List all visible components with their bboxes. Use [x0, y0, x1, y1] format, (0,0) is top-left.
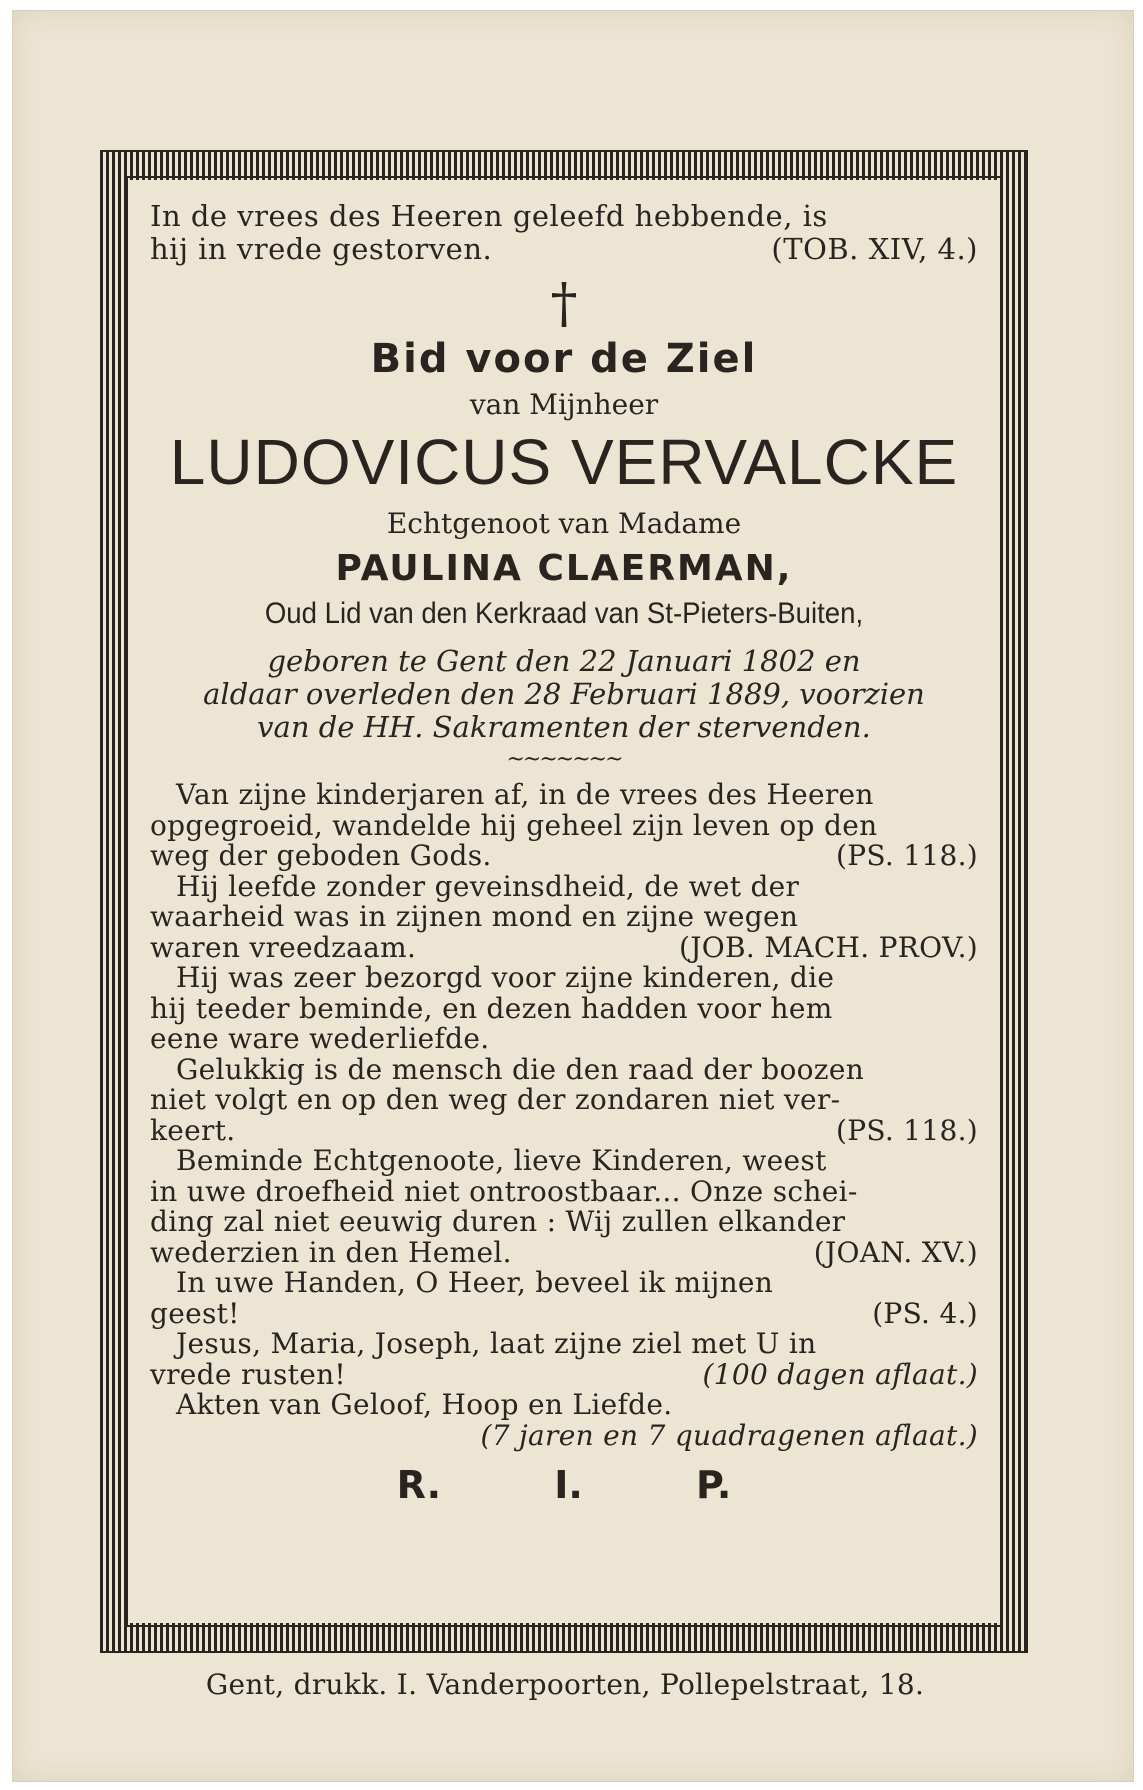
verse-line: [150, 930, 978, 964]
cross-icon: †: [550, 272, 578, 335]
verse-text: Beminde Echtgenoote, lieve Kinderen, weest: [176, 1144, 827, 1177]
verse-line: [150, 1268, 978, 1299]
epigraph-line-1: In de vrees des Heeren geleefd hebbende, is: [150, 199, 828, 233]
verse-line: [150, 1296, 978, 1330]
printer-imprint: Gent, drukk. I. Vanderpoorten, Pollepelstraat, 18.: [205, 1668, 925, 1701]
epigraph: [150, 200, 978, 266]
verse-reference: (PS. 4.): [872, 1296, 978, 1330]
birth-line-3: van de HH. Sakramenten der stervenden.: [257, 710, 871, 744]
verse-reference: (7 jaren en 7 quadragenen aflaat.): [480, 1418, 978, 1452]
verse-text: Hij was zeer bezorgd voor zijne kinderen, die: [176, 961, 835, 994]
role-line: Oud Lid van den Kerkraad van St-Pieters-Buiten,: [264, 597, 864, 630]
verse-text: waarheid was in zijnen mond en zijne wegen: [150, 900, 799, 933]
verse-text: Akten van Geloof, Hoop en Liefde.: [176, 1388, 673, 1421]
verse-line: [150, 1357, 978, 1391]
verse-line: [150, 1235, 978, 1269]
verse-text: wederzien in den Hemel.: [150, 1235, 512, 1269]
spouse-intro: Echtgenoot van Madame: [386, 507, 742, 540]
verse-text: weg der geboden Gods.: [150, 839, 492, 872]
verse-text: niet volgt en op den weg der zondaren niet ver-: [150, 1083, 841, 1116]
verse-line: [150, 1085, 978, 1116]
verse-text: keert.: [150, 1113, 236, 1147]
verse-text: eene ware wederliefde.: [150, 1022, 490, 1055]
van-mijnheer: van Mijnheer: [469, 388, 659, 421]
birth-line-2: aldaar overleden den 28 Februari 1889, voorzien: [203, 677, 925, 711]
verse-text: in uwe droefheid niet ontroostbaar... Onze schei-: [150, 1174, 858, 1208]
verse-line: [150, 841, 978, 872]
verse-reference: (PS. 118.): [835, 1113, 978, 1147]
verse-reference: (JOB. MACH. PROV.): [679, 930, 978, 964]
card-content: [150, 200, 978, 1507]
verse-line: [150, 1113, 978, 1147]
verse-text: Hij leefde zonder geveinsdheid, de wet der: [176, 869, 800, 903]
verse-text: Gelukkig is de mensch die den raad der boozen: [176, 1052, 865, 1086]
verse-reference: (PS. 118.): [835, 839, 978, 872]
verse-text: Van zijne kinderjaren af, in de vrees des Heeren: [176, 778, 874, 811]
verse-line: [150, 902, 978, 933]
verse-line: [150, 780, 978, 811]
birth-line-1: geboren te Gent den 22 Januari 1802 en: [267, 644, 861, 678]
heading: Bid voor de Ziel: [370, 336, 758, 382]
verse-text: vrede rusten!: [150, 1357, 346, 1391]
deceased-name: LUDOVICUS VERVALCKE: [169, 426, 959, 498]
verse-reference: (JOAN. XV.): [813, 1235, 978, 1269]
verse-line: [150, 1146, 978, 1177]
verse-line: [150, 1207, 978, 1238]
verse-line: [150, 869, 978, 903]
verse-text: hij teeder beminde, en dezen hadden voor hem: [150, 991, 833, 1025]
verse-line: [150, 808, 978, 842]
verse-text: In uwe Handen, O Heer, beveel ik mijnen: [176, 1266, 774, 1299]
epigraph-reference: (TOB. XIV, 4.): [771, 232, 978, 266]
verse-text: waren vreedzaam.: [150, 930, 417, 964]
verse-text: Jesus, Maria, Joseph, laat zijne ziel met U in: [176, 1327, 817, 1360]
verses: [150, 780, 978, 1451]
verse-line: [150, 1418, 978, 1452]
verse-text: ding zal niet eeuwig duren : Wij zullen elkander: [150, 1205, 846, 1238]
verse-line: [150, 1024, 978, 1055]
verse-line: [150, 1329, 978, 1360]
epigraph-line-2: hij in vrede gestorven.: [150, 232, 493, 266]
rip: R. I. P.: [396, 1463, 732, 1507]
verse-line: [150, 1174, 978, 1208]
verse-line: [150, 1390, 978, 1421]
verse-text: geest!: [150, 1296, 240, 1330]
verse-text: opgegroeid, wandelde hij geheel zijn leven op den: [150, 808, 878, 842]
verse-line: [150, 1052, 978, 1086]
spouse-name: PAULINA CLAERMAN,: [335, 548, 793, 589]
birth-death-text: [150, 645, 978, 744]
verse-line: [150, 963, 978, 994]
divider: ~~~~~~~: [506, 747, 622, 772]
verse-reference: (100 dagen aflaat.): [702, 1357, 978, 1391]
verse-line: [150, 991, 978, 1025]
